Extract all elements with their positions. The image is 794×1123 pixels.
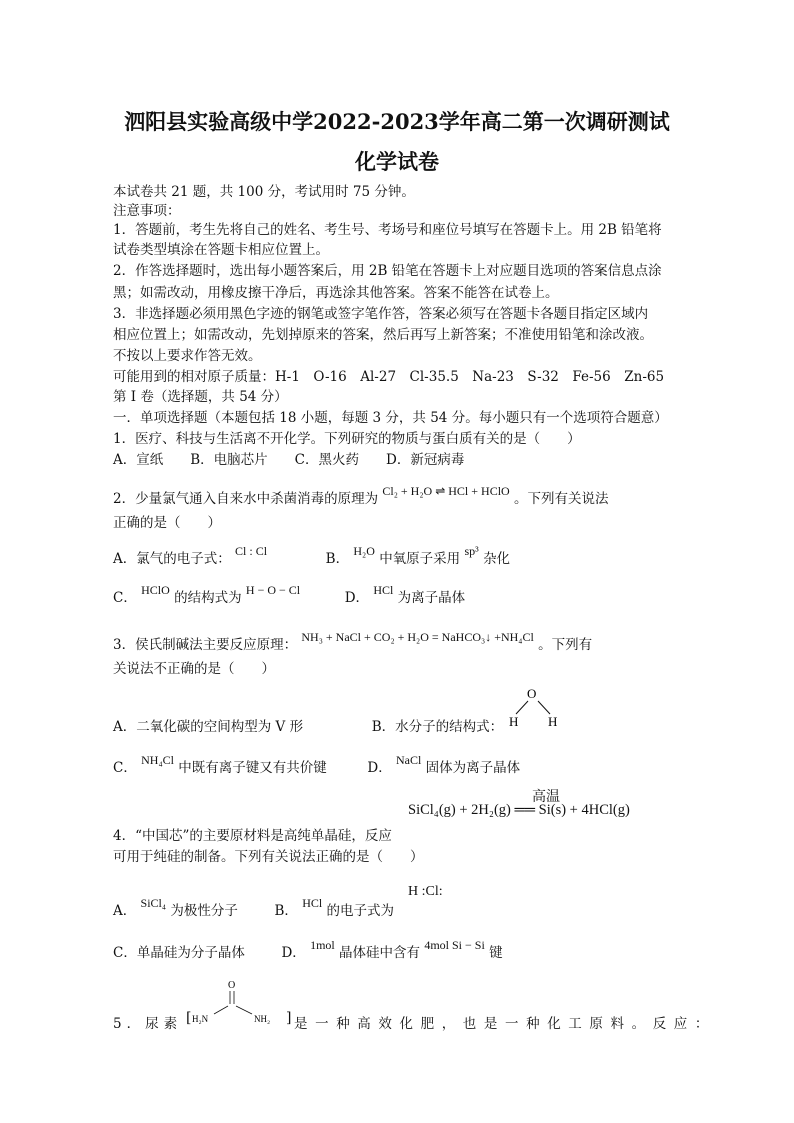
q2-opt-b-end: 杂化 <box>483 551 511 567</box>
q1-stem: 1．医疗、科技与生活离不开化学。下列研究的物质与蛋白质有关的是（ ） <box>113 431 581 447</box>
q4-opt-d-formula: 1mol <box>310 938 335 952</box>
q2-opt-c-formula: HClO <box>141 583 170 597</box>
water-bond-right <box>538 701 550 714</box>
q2-opt-a-formula: Cl : Cl <box>235 544 268 558</box>
q3-stem-a: 3．侯氏制碱法主要反应原理： <box>113 637 298 653</box>
q3-stem-b: 。下列有 <box>538 637 593 653</box>
q3-options-cd <box>113 753 683 777</box>
q2-opt-c-label: C． <box>113 590 137 606</box>
urea-h2n-group: H₂N <box>192 1014 209 1024</box>
q3-opt-d-text: 固体为离子晶体 <box>425 760 521 776</box>
q4-opt-a-formula: SiCl₄ <box>140 896 167 910</box>
urea-bond-left <box>214 1006 228 1014</box>
q5-bracket-close: ] <box>286 1010 292 1026</box>
water-h-atom-right: H <box>548 714 558 729</box>
note-2a: 2．作答选择题时，选出每小题答案后，用 2B 铅笔在答题卡上对应题目选项的答案信息点涂 <box>113 263 662 279</box>
q2-stem-a: 2．少量氯气通入自来水中杀菌消毒的原理为 <box>113 491 379 507</box>
q2-equation: Cl₂ + H₂O ⇌ HCl + HClO <box>382 484 510 498</box>
exam-summary: 本试卷共 21 题，共 100 分，考试用时 75 分钟。 <box>113 184 415 200</box>
page-title: 泗阳县实验高级中学2022-2023学年高二第一次调研测试 <box>124 109 670 134</box>
q4-stem-b: 可用于纯硅的制备。下列有关说法正确的是（ ） <box>113 849 424 865</box>
hcl-cl: :Cl: <box>421 884 443 899</box>
q5-bracket-open: [ <box>186 1010 192 1026</box>
section-1-heading: 一．单项选择题（本题包括 18 小题，每题 3 分，共 54 分。每小题只有一个选项符合题意） <box>113 410 668 426</box>
q2-options-ab <box>113 544 683 568</box>
urea-bond-right <box>236 1006 252 1014</box>
note-1b: 试卷类型填涂在答题卡相应位置上。 <box>113 242 329 258</box>
q4-options-cd <box>113 938 683 962</box>
q2-opt-b-text: 中氧原子采用 <box>379 551 461 567</box>
hcl-h: H <box>408 884 419 899</box>
q2-opt-b-label: B． <box>325 551 350 567</box>
note-3c: 不按以上要求作答无效。 <box>113 348 262 364</box>
q3-opt-b: B．水分子的结构式： <box>371 719 504 735</box>
q4-opt-d-end: 键 <box>489 945 503 961</box>
q3-equation: NH₃ + NaCl + CO₂ + H₂O = NaHCO₃↓ +NH₄Cl <box>301 630 534 644</box>
q3-opt-d-formula: NaCl <box>396 753 422 767</box>
q3-line1 <box>113 630 683 654</box>
urea-o-atom: O <box>228 980 236 991</box>
q2-options-cd <box>113 583 683 607</box>
q3-opt-c-formula: NH₄Cl <box>141 753 174 767</box>
q2-opt-d-text: 为离子晶体 <box>397 590 466 606</box>
q4-opt-d-label: D． <box>281 945 306 961</box>
water-o-atom: O <box>527 686 537 701</box>
q2-opt-d-formula: HCl <box>373 583 394 597</box>
notes-title: 注意事项： <box>113 203 181 219</box>
q4-opt-d-text: 晶体硅中含有 <box>339 945 421 961</box>
note-1a: 1．答题前，考生先将自己的姓名、考生号、考场号和座位号填写在答题卡上。用 2B 铅笔将 <box>113 222 662 238</box>
note-2b: 黑；如需改动，用橡皮擦干净后，再选涂其他答案。答案不能答在试卷上。 <box>113 285 559 301</box>
note-3b: 相应位置上；如需改动，先划掉原来的答案，然后再写上新答案；不准使用铅笔和涂改液。 <box>113 327 653 343</box>
q3-opt-c-text: 中既有离子键又有共价键 <box>178 760 327 776</box>
q2-opt-b-sp: sp³ <box>464 544 479 558</box>
q4-opt-a-label: A． <box>113 903 137 919</box>
atomic-mass-line: 可能用到的相对原子质量：H-1 O-16 Al-27 Cl-35.5 Na-23 S-32 Fe-56 Zn-65 <box>113 369 665 385</box>
note-3a: 3．非选择题必须用黑色字迹的钢笔或签字笔作答，答案必须写在答题卡各题目指定区域内 <box>113 306 649 322</box>
q4-options-ab <box>113 896 683 920</box>
q3-stem-c: 关说法不正确的是（ ） <box>113 661 275 677</box>
q4-opt-c: C．单晶硅为分子晶体 <box>113 945 245 961</box>
q2-opt-c-structure: H − O − Cl <box>245 583 301 597</box>
q4-opt-b-formula: HCl <box>302 896 323 910</box>
q3-options-ab <box>113 718 683 736</box>
q4-opt-a-text: 为极性分子 <box>170 903 238 919</box>
q4-stem-a: 4．“中国芯”的主要原材料是高纯单晶硅，反应 <box>113 828 392 844</box>
q2-opt-d-label: D． <box>344 590 370 606</box>
page-subtitle: 化学试卷 <box>355 149 439 174</box>
urea-nh2-group: NH₂ <box>254 1014 271 1024</box>
q4-equation: SiCl₄(g) + 2H₂(g) ══ Si(s) + 4HCl(g) <box>408 802 630 818</box>
q4-opt-b-label: B． <box>274 903 298 919</box>
q2-line1 <box>113 484 683 508</box>
q3-opt-a: A．二氧化碳的空间构型为 V 形 <box>113 719 304 735</box>
part-1-heading: 第 I 卷（选择题，共 54 分） <box>113 389 288 405</box>
q2-stem-c: 正确的是（ ） <box>113 515 221 531</box>
q4-condition: 高温 <box>532 790 560 805</box>
water-h-atom-left: H <box>509 714 519 729</box>
q1-options: A．宣纸 B．电脑芯片 C．黑火药 D．新冠病毒 <box>113 452 465 468</box>
q4-opt-d-bond: 4mol Si − Si <box>424 938 485 952</box>
hcl-electron-formula <box>408 884 443 900</box>
q5-stem-b: 是一种高效化肥，也是一种化工原料。反应： <box>294 1016 716 1032</box>
q2-opt-a-label: A．氯气的电子式： <box>113 551 231 567</box>
q3-opt-c-label: C． <box>113 760 137 776</box>
water-bond-left <box>516 701 528 714</box>
q4-opt-b-text: 的电子式为 <box>326 903 394 919</box>
urea-structure <box>190 976 286 1028</box>
q3-opt-d-label: D． <box>367 760 392 776</box>
q2-stem-b: 。下列有关说法 <box>514 491 609 507</box>
q5-stem-a: 5．尿素 <box>113 1016 183 1032</box>
q2-opt-b-formula: H₂O <box>353 544 375 558</box>
q2-opt-c-text: 的结构式为 <box>174 590 242 606</box>
